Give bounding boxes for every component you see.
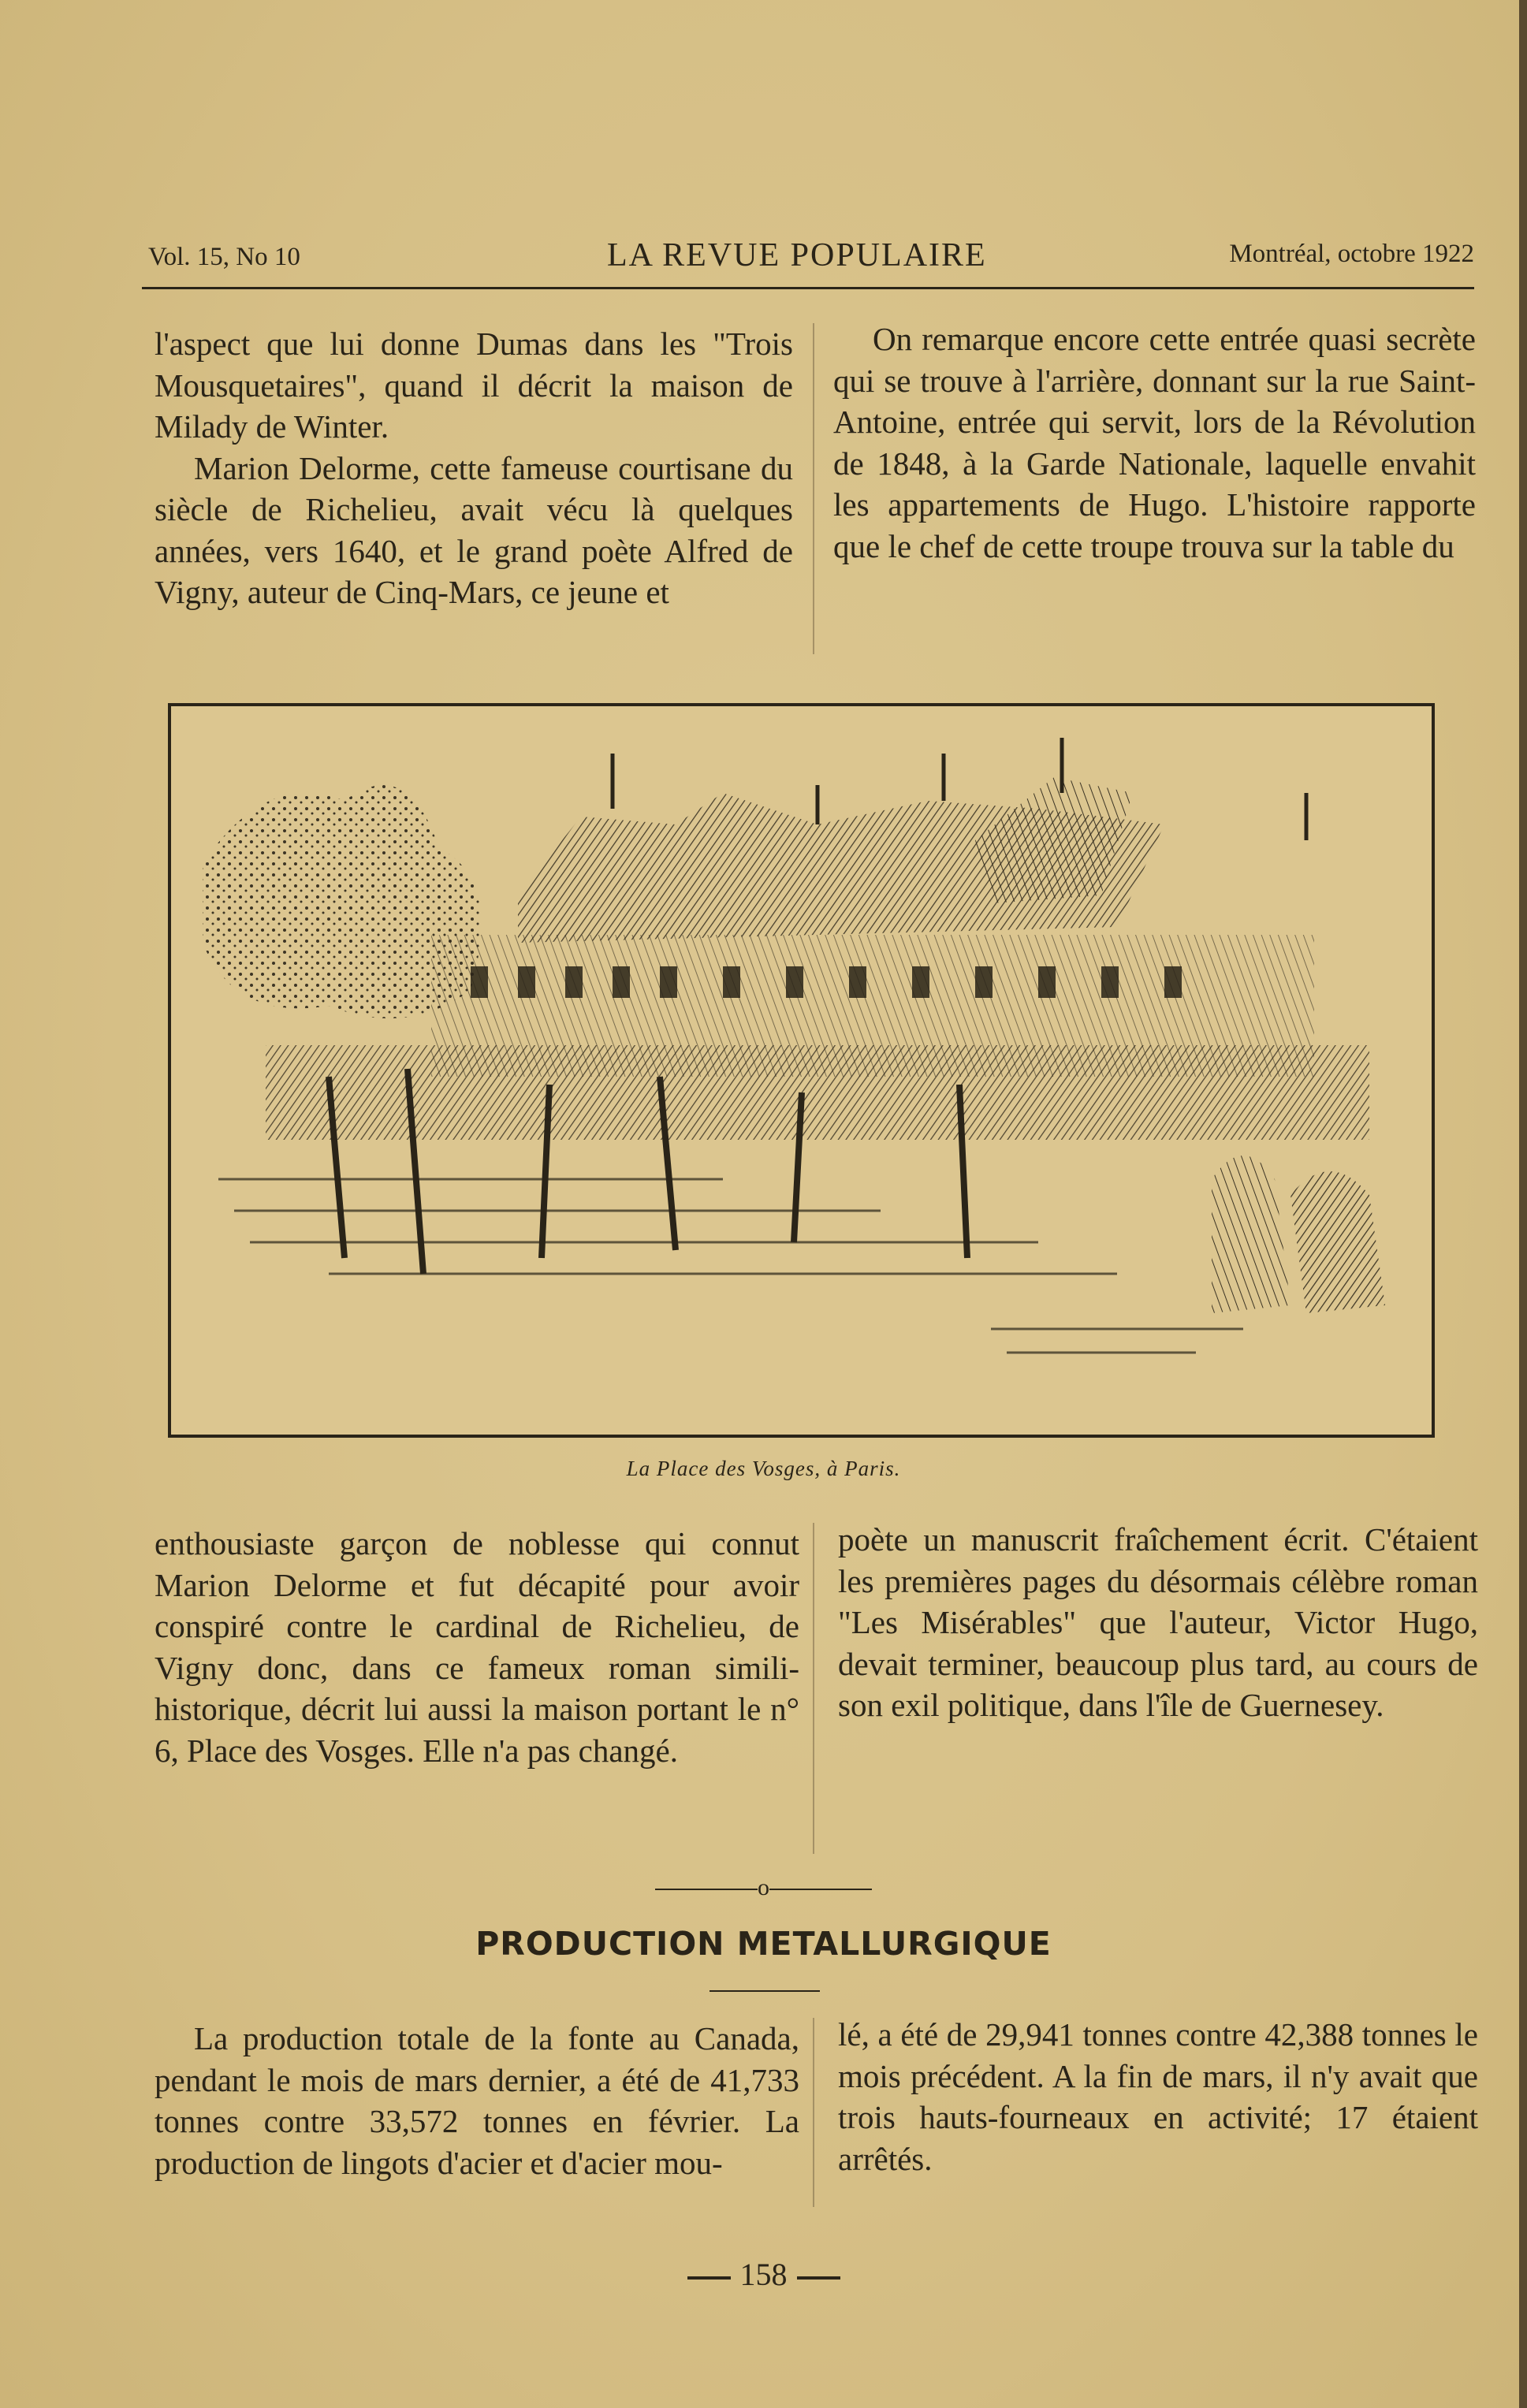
section-column-2 bbox=[838, 2014, 1478, 2179]
column-rule bbox=[813, 2018, 814, 2207]
article-column-1-top bbox=[155, 323, 793, 613]
journal-title: LA REVUE POPULAIRE bbox=[607, 237, 987, 274]
column-rule bbox=[813, 323, 814, 654]
header-rule bbox=[142, 287, 1474, 289]
paragraph: La production totale de la fonte au Canada, pendant le mois de mars dernier, a été de 41,733 tonnes contre 33,572 tonnes en février. La production de lingots d'acier et d'acier mou- bbox=[155, 2020, 799, 2181]
issue-date: Montréal, octobre 1922 bbox=[1229, 240, 1474, 268]
paragraph: lé, a été de 29,941 tonnes contre 42,388 tonnes le mois précédent. A la fin de mars, il n'y avait que trois hauts-fourneaux en activité; 17 étaient arrêtés. bbox=[838, 2016, 1478, 2177]
section-heading: PRODUCTION METALLURGIQUE bbox=[475, 1925, 1052, 1963]
separator-glyph: o bbox=[758, 1874, 769, 1900]
section-separator bbox=[0, 1874, 1527, 1901]
running-header bbox=[142, 236, 1474, 284]
column-rule bbox=[813, 1523, 814, 1854]
page-edge bbox=[1519, 0, 1527, 2408]
article-column-2-bottom bbox=[838, 1519, 1478, 1726]
page-number-value: 158 bbox=[739, 2257, 788, 2292]
paragraph: enthousiaste garçon de noblesse qui connut Marion Delorme et fut décapité pour avoir conspiré contre le cardinal de Richelieu, de Vigny donc, dans ce fameux roman simili-historique, décrit lui aussi la maison portant le n° 6, Place des Vosges. Elle n'a pas changé. bbox=[155, 1525, 799, 1769]
illustration-place-des-vosges bbox=[168, 703, 1435, 1438]
paragraph: Marion Delorme, cette fameuse courtisane du siècle de Richelieu, avait vécu là quelques années, vers 1640, et le grand poète Alfred de Vigny, auteur de Cinq-Mars, ce jeune et bbox=[155, 449, 793, 610]
paragraph: l'aspect que lui donne Dumas dans les "Trois Mousquetaires", quand il décrit la maison de Milady de Winter. bbox=[155, 326, 793, 445]
paragraph: On remarque encore cette entrée quasi secrète qui se trouve à l'arrière, donnant sur la rue Saint-Antoine, entrée qui servit, lors de la Révolution de 1848, à la Garde Nationale, laquelle envahit les appartements de Hugo. L'histoire rapporte que le chef de cette troupe trouva sur la table du bbox=[833, 321, 1476, 564]
volume-number: Vol. 15, No 10 bbox=[148, 243, 300, 271]
article-column-1-bottom bbox=[155, 1523, 799, 1771]
engraving-image bbox=[171, 706, 1432, 1435]
article-column-2-top bbox=[833, 318, 1476, 567]
heading-rule bbox=[709, 1990, 820, 1992]
paragraph: poète un manuscrit fraîchement écrit. C'étaient les premières pages du désormais célèbre roman "Les Misérables" que l'auteur, Victor Hugo, devait terminer, beaucoup plus tard, au cours de son exil politique, dans l'île de Guernesey. bbox=[838, 1521, 1478, 1723]
page-number bbox=[0, 2256, 1527, 2293]
figure-caption: La Place des Vosges, à Paris. bbox=[626, 1457, 901, 1480]
section-column-1 bbox=[155, 2018, 799, 2183]
